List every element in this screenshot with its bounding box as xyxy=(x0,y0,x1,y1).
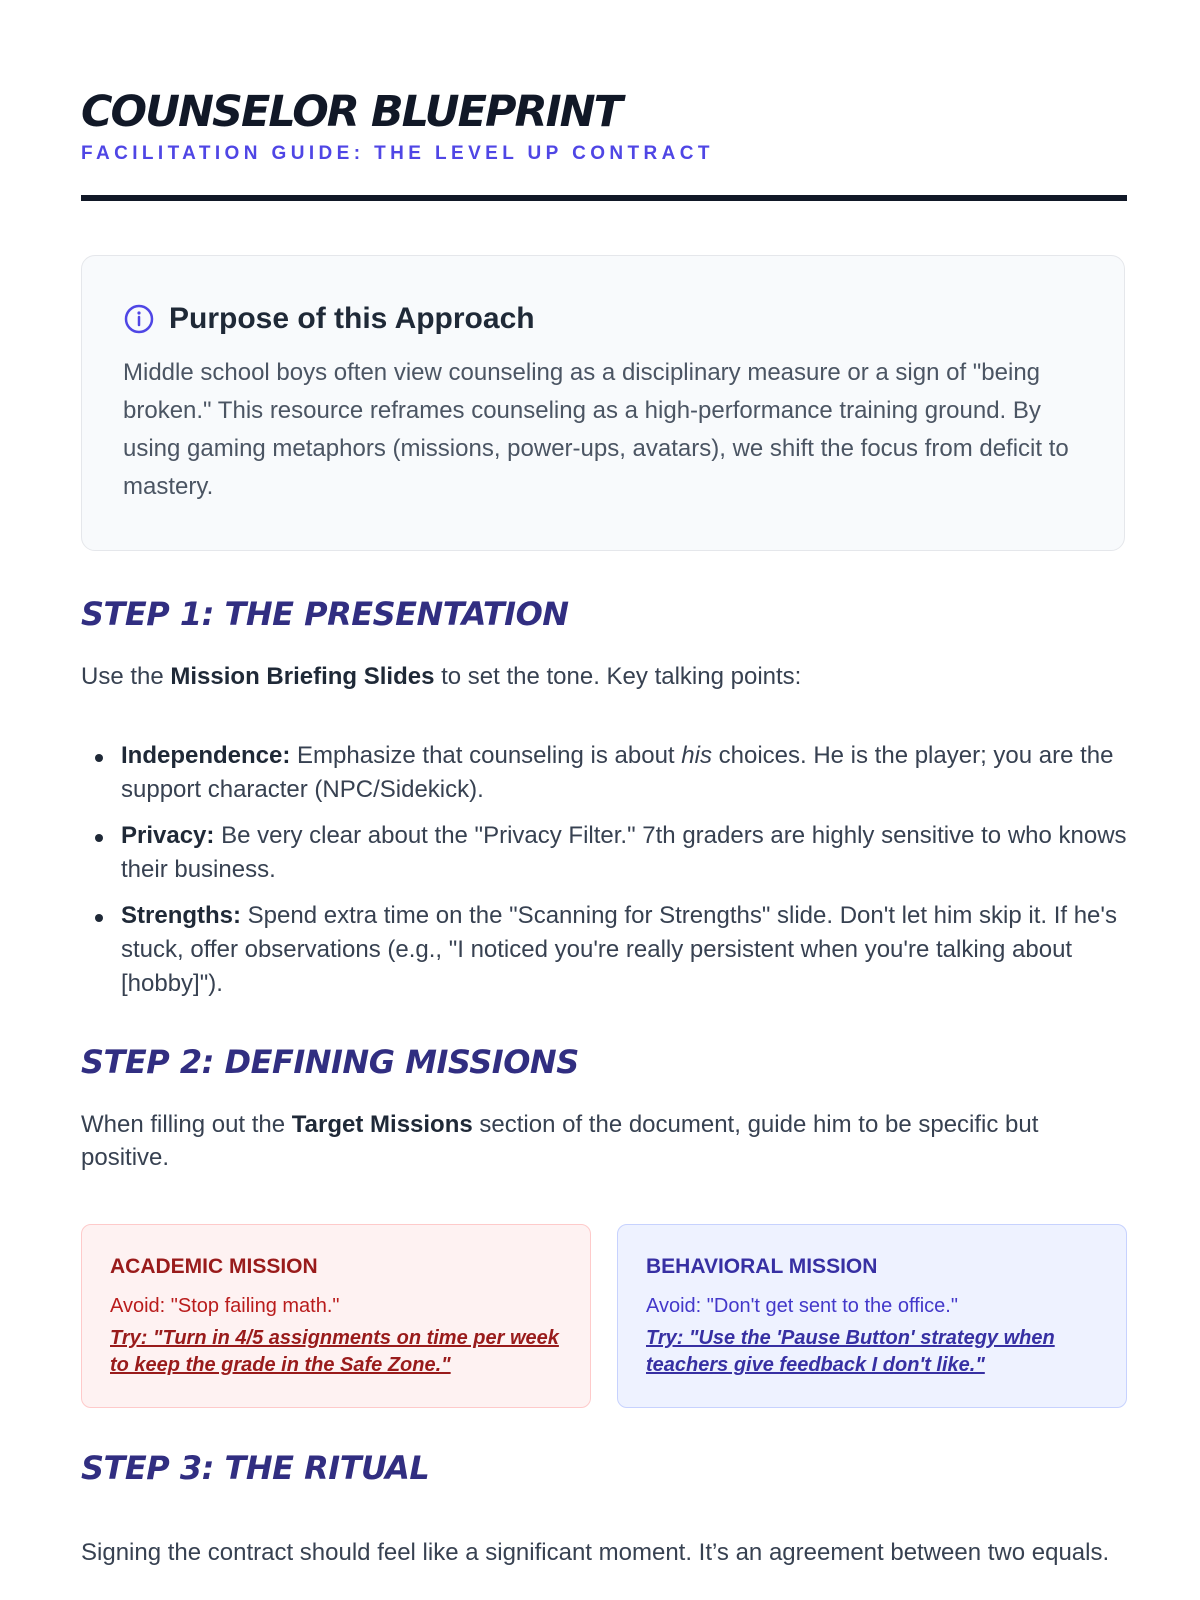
bullet-lead: Independence: xyxy=(121,742,291,769)
bullet-italic: his xyxy=(681,742,712,769)
mission-avoid: Avoid: "Don't get sent to the office." xyxy=(646,1295,958,1317)
list-item xyxy=(81,739,1127,807)
bullet-lead: Strengths: xyxy=(121,902,241,929)
purpose-body: Middle school boys often view counseling as a disciplinary measure or a sign of "being broken." This resource reframes counseling as a high-performance training ground. By using gaming metaphors (missions, power-ups, avatars), we shift the focus from deficit to mastery. xyxy=(123,359,1069,500)
bullet-lead: Privacy: xyxy=(121,822,215,849)
purpose-title: Purpose of this Approach xyxy=(169,302,535,335)
list-item xyxy=(81,819,1127,887)
step2-intro-text: When filling out the xyxy=(81,1111,292,1138)
purpose-header xyxy=(123,299,535,339)
bullet-icon xyxy=(95,834,103,842)
step2-heading: STEP 2: DEFINING MISSIONS xyxy=(81,1043,579,1081)
behavioral-mission-card xyxy=(617,1224,1127,1408)
step3-heading: STEP 3: THE RITUAL xyxy=(81,1449,430,1487)
header-divider xyxy=(81,195,1127,201)
document-subtitle: FACILITATION GUIDE: THE LEVEL UP CONTRACT xyxy=(81,143,714,164)
purpose-callout xyxy=(81,255,1125,551)
step1-intro xyxy=(81,660,1127,693)
bullet-text-end: choices. He is the player; you are the support character (NPC/Sidekick). xyxy=(121,742,1114,803)
mission-try: Try: "Use the 'Pause Button' strategy when teachers give feedback I don't like." xyxy=(646,1327,1055,1376)
mission-title: ACADEMIC MISSION xyxy=(110,1255,318,1278)
step2-intro-text-end: section of the document, guide him to be specific but positive. xyxy=(81,1111,1039,1171)
step2-intro-emphasis: Target Missions xyxy=(291,1111,473,1138)
bullet-icon xyxy=(95,914,103,922)
bullet-text: Be very clear about the "Privacy Filter." 7th graders are highly sensitive to who knows their business. xyxy=(121,822,1127,883)
mission-avoid: Avoid: "Stop failing math." xyxy=(110,1295,340,1317)
step2-intro xyxy=(81,1108,1127,1174)
step1-intro-text: Use the xyxy=(81,663,171,690)
mission-title: BEHAVIORAL MISSION xyxy=(646,1255,878,1278)
info-icon xyxy=(123,303,155,335)
step1-heading: STEP 1: THE PRESENTATION xyxy=(81,595,569,633)
mission-try: Try: "Turn in 4/5 assignments on time per week to keep the grade in the Safe Zone." xyxy=(110,1327,559,1376)
talking-points-list xyxy=(81,739,1127,1013)
academic-mission-card xyxy=(81,1224,591,1408)
step1-intro-emphasis: Mission Briefing Slides xyxy=(170,663,435,690)
step1-intro-text-end: to set the tone. Key talking points: xyxy=(434,663,802,690)
list-item xyxy=(81,899,1127,1001)
document-title: COUNSELOR BLUEPRINT xyxy=(81,87,621,137)
step3-body: Signing the contract should feel like a significant moment. It’s an agreement between two equals. xyxy=(81,1539,1110,1566)
bullet-text: Emphasize that counseling is about xyxy=(290,742,682,769)
bullet-icon xyxy=(95,754,103,762)
bullet-text: Spend extra time on the "Scanning for Strengths" slide. Don't let him skip it. If he's stuck, offer observations (e.g., "I noticed you're really persistent when you're talking about [hobby]"). xyxy=(121,902,1117,997)
